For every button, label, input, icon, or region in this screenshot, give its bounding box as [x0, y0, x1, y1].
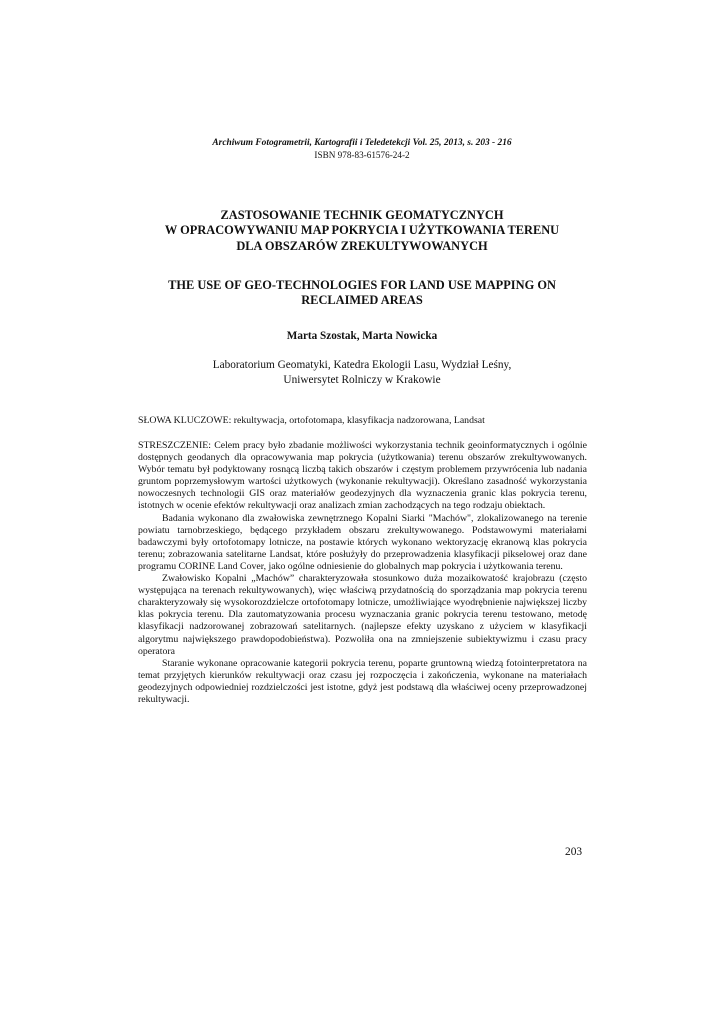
title-polish	[100, 208, 624, 254]
abstract	[138, 440, 587, 706]
authors: Marta Szostak, Marta Nowicka	[286, 330, 438, 342]
abstract-paragraph: STRESZCZENIE: Celem pracy było zbadanie możliwości wykorzystania technik geoinformatycznych i ogólnie dostępnych geodanych dla opracowywania map pokrycia (użytkowania) terenu obszarów zrekultywowanych. Wybór tematu był podyktowany rosnącą liczbą takich obszarów i częstym problemem przywrócenia lub nadania gruntom poprzemysłowym wartości użytkowych (wykonanie rekultywacji). Określano zasadność wykorzystania nowoczesnych technologii GIS oraz materiałów geodezyjnych dla wyznaczenia granic klas pokrycia terenu, istotnych w ocenie efektów rekultywacji oraz analizach zmian zachodzących na tego rodzaju obiektach.	[138, 440, 587, 512]
title-english-line: THE USE OF GEO-TECHNOLOGIES FOR LAND USE MAPPING ON	[168, 278, 556, 292]
affiliation-line: Uniwersytet Rolniczy w Krakowie	[283, 374, 441, 386]
abstract-paragraph: Zwałowisko Kopalni „Machów” charakteryzowała stosunkowo duża mozaikowatość krajobrazu (często występująca na terenach rekultywowanych), więc właściwą przydatnością do sporządzania map pokrycia terenu charakteryzowały się wysokorozdzielcze ortofotomapy lotnicze, umożliwiające wyodrębnienie największej liczby klas pokrycia terenu. Dla zautomatyzowania procesu wyznaczania granic pokrycia terenu testowano, metodę klasyfikacji nadzorowanej zobrazowań satelitarnych. (najlepsze efekty uzyskano z użyciem w klasyfikacji algorytmu największego prawdopodobieństwa). Pozwoliła ona na zmniejszenie subiektywizmu i czasu pracy operatora	[138, 573, 587, 657]
page-number: 203	[565, 846, 583, 858]
abstract-paragraph: Badania wykonano dla zwałowiska zewnętrznego Kopalni Siarki "Machów", zlokalizowanego na terenie powiatu tarnobrzeskiego, będącego przykładem obszaru zrekultywowanego. Podstawowymi materiałami badawczymi były ortofotomapy lotnicze, na postawie których wykonano wektoryzację ekranową klas pokrycia terenu; zobrazowania satelitarne Landsat, które posłużyły do przeprowadzenia klasyfikacji pikselowej oraz dane programu CORINE Land Cover, jako ogólne odniesienie do globalnych map pokrycia i użytkowania terenu.	[138, 512, 587, 572]
journal-citation: Archiwum Fotogrametrii, Kartografii i Teledetekcji Vol. 25, 2013, s. 203 - 216	[212, 138, 512, 148]
abstract-paragraph: Staranie wykonane opracowanie kategorii pokrycia terenu, poparte gruntowną wiedzą fotointerpretatora na temat przyjętych kierunków rekultywacji oraz czasu jej rozpoczęcia i zakończenia, wykonane na materiałach geodezyjnych odpowiedniej rozdzielczości jest istotne, gdyż jest podstawą dla właściwej oceny przeprowadzonej rekultywacji.	[138, 657, 587, 705]
keywords	[138, 415, 587, 427]
title-english-line: RECLAIMED AREAS	[301, 293, 423, 308]
title-english	[100, 278, 624, 309]
keywords-text: SŁOWA KLUCZOWE: rekultywacja, ortofotomapa, klasyfikacja nadzorowana, Landsat	[138, 415, 485, 426]
affiliation-line: Laboratorium Geomatyki, Katedra Ekologii Lasu, Wydział Leśny,	[212, 359, 512, 371]
affiliation	[0, 358, 724, 388]
title-polish-line: W OPRACOWYWANIU MAP POKRYCIA I UŻYTKOWANIA TERENU	[164, 223, 560, 238]
isbn: ISBN 978-83-61576-24-2	[314, 150, 410, 160]
title-polish-line: DLA OBSZARÓW ZREKULTYWOWANYCH	[236, 238, 488, 253]
title-polish-line: ZASTOSOWANIE TECHNIK GEOMATYCZNYCH	[220, 208, 504, 222]
